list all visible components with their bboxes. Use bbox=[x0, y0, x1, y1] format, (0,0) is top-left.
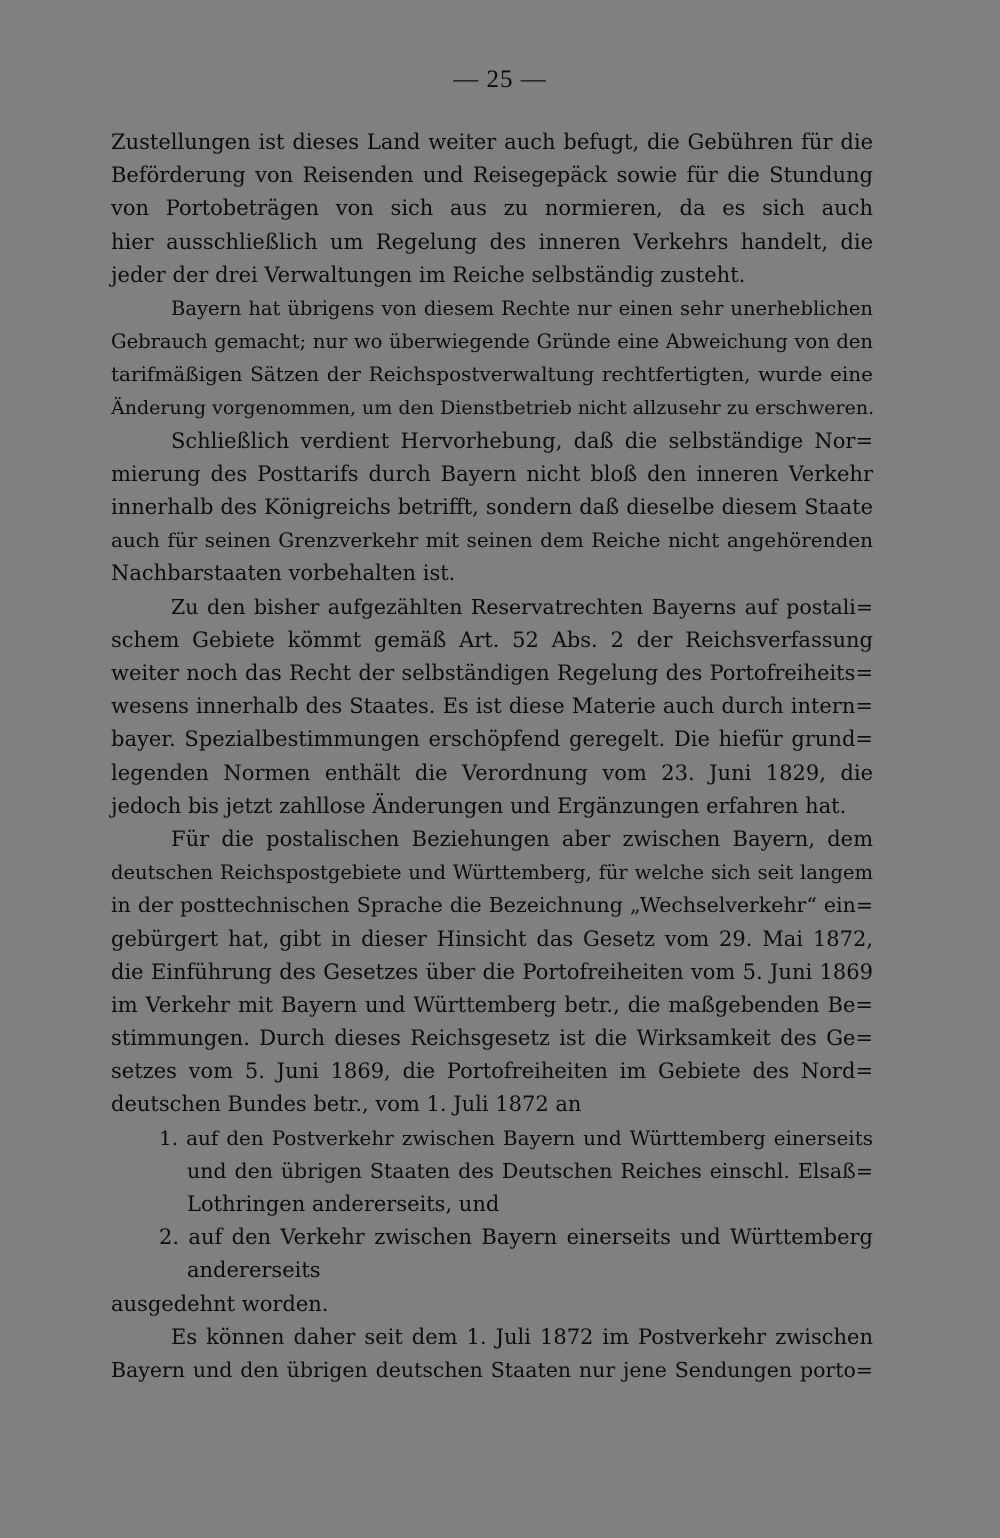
text-line: Gebrauch gemacht; nur wo überwiegende Gründe eine Abweichung von den bbox=[111, 330, 873, 354]
text-line: Es können daher seit dem 1. Juli 1872 im Postverkehr zwischen bbox=[171, 1324, 873, 1349]
text-line: setzes vom 5. Juni 1869, die Portofreiheiten im Gebiete des Nord= bbox=[111, 1059, 873, 1084]
text-line: ausgedehnt worden. bbox=[111, 1291, 329, 1316]
text-line: Bayern und den übrigen deutschen Staaten nur jene Sendungen porto= bbox=[111, 1357, 873, 1382]
text-line: Nachbarstaaten vorbehalten ist. bbox=[111, 561, 456, 586]
text-line: mierung des Posttarifs durch Bayern nicht bloß den inneren Verkehr bbox=[111, 461, 873, 486]
text-line: und den übrigen Staaten des Deutschen Reiches einschl. Elsaß= bbox=[187, 1158, 873, 1183]
text-line: Zu den bisher aufgezählten Reservatrechten Bayerns auf postali= bbox=[171, 594, 873, 619]
text-line: die Einführung des Gesetzes über die Portofreiheiten vom 5. Juni 1869 bbox=[111, 959, 873, 984]
text-line: Bayern hat übrigens von diesem Rechte nur einen sehr unerheblichen bbox=[171, 296, 873, 320]
text-line: hier ausschließlich um Regelung des inneren Verkehrs handelt, die bbox=[111, 229, 873, 254]
text-line: Beförderung von Reisenden und Reisegepäck sowie für die Stundung bbox=[111, 163, 873, 188]
text-line: jedoch bis jetzt zahllose Änderungen und Ergänzungen erfahren hat. bbox=[111, 793, 847, 818]
text-line: andererseits bbox=[187, 1258, 321, 1283]
text-line: im Verkehr mit Bayern und Württemberg betr., die maßgebenden Be= bbox=[111, 992, 873, 1017]
text-line: von Portobeträgen von sich aus zu normieren, da es sich auch bbox=[111, 196, 873, 221]
text-line: auch für seinen Grenzverkehr mit seinen dem Reiche nicht angehörenden bbox=[111, 528, 873, 553]
page-number: — 25 — bbox=[453, 66, 547, 93]
text-line: schem Gebiete kömmt gemäß Art. 52 Abs. 2 der Reichsverfassung bbox=[111, 627, 873, 652]
text-line: innerhalb des Königreichs betrifft, sondern daß dieselbe diesem Staate bbox=[111, 495, 873, 520]
text-line: deutschen Bundes betr., vom 1. Juli 1872 an bbox=[111, 1092, 582, 1117]
text-line: Zustellungen ist dieses Land weiter auch befugt, die Gebühren für die bbox=[111, 130, 873, 154]
text-line: stimmungen. Durch dieses Reichsgesetz ist die Wirksamkeit des Ge= bbox=[111, 1026, 873, 1051]
text-line: tarifmäßigen Sätzen der Reichspostverwaltung rechtfertigten, wurde eine bbox=[111, 362, 873, 387]
body-text bbox=[111, 126, 873, 1387]
text-line: bayer. Spezialbestimmungen erschöpfend geregelt. Die hiefür grund= bbox=[111, 727, 873, 752]
text-line: 1. auf den Postverkehr zwischen Bayern und Württemberg einerseits bbox=[159, 1125, 873, 1150]
text-line: weiter noch das Recht der selbständigen Regelung des Portofreiheits= bbox=[111, 661, 873, 685]
text-line: in der posttechnischen Sprache die Bezeichnung „Wechselverkehr“ ein= bbox=[111, 893, 873, 918]
text-line: wesens innerhalb des Staates. Es ist diese Materie auch durch intern= bbox=[111, 694, 873, 719]
text-line: legenden Normen enthält die Verordnung vom 23. Juni 1829, die bbox=[111, 760, 873, 785]
text-line: Für die postalischen Beziehungen aber zwischen Bayern, dem bbox=[171, 826, 873, 851]
text-line: Lothringen andererseits, und bbox=[187, 1192, 500, 1216]
text-line: deutschen Reichspostgebiete und Württemberg, für welche sich seit langem bbox=[111, 861, 873, 885]
text-line: gebürgert hat, gibt in dieser Hinsicht das Gesetz vom 29. Mai 1872, bbox=[111, 926, 873, 951]
text-line: Schließlich verdient Hervorhebung, daß die selbständige Nor= bbox=[171, 428, 873, 453]
text-line: 2. auf den Verkehr zwischen Bayern einerseits und Württemberg bbox=[159, 1225, 873, 1250]
text-line: jeder der drei Verwaltungen im Reiche selbständig zusteht. bbox=[111, 262, 746, 287]
text-line: Änderung vorgenommen, um den Dienstbetrieb nicht allzusehr zu erschweren. bbox=[111, 396, 875, 419]
